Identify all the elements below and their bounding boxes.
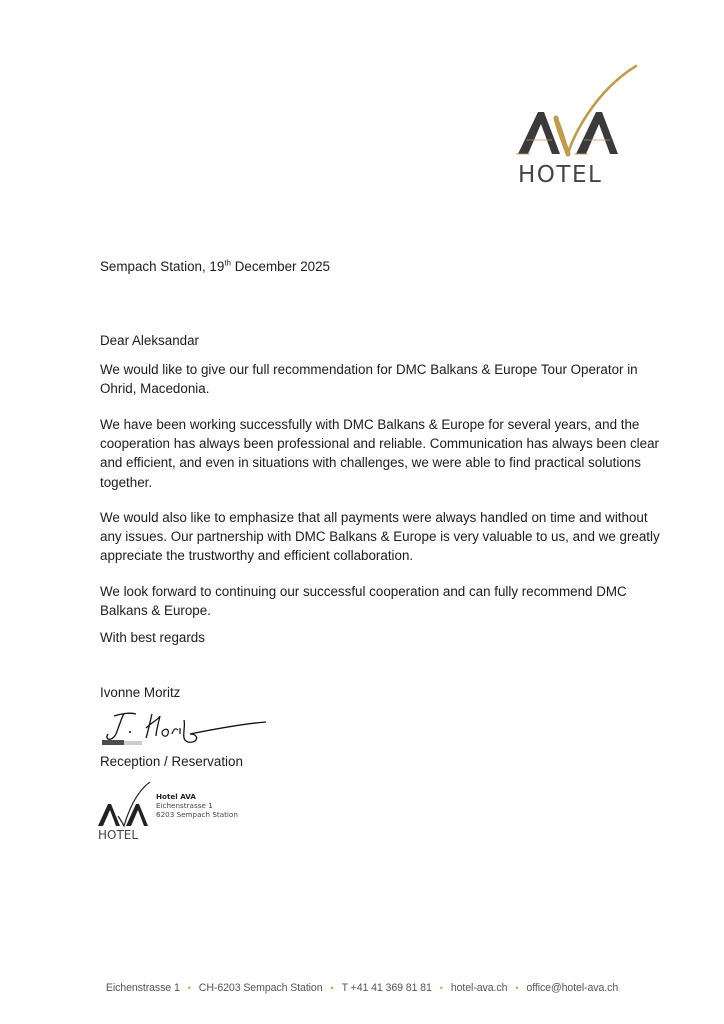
stamp-city: 6203 Sempach Station: [156, 810, 238, 819]
paragraph-3: We would also like to emphasize that all payments were always handled on time and without any issues. Our partnership with DMC Balkans & Europe is very valuable to us, and we greatly appreciate the trustworthy and efficient collaboration.: [100, 510, 660, 564]
footer-phone: T +41 41 369 81 81: [341, 982, 432, 994]
stamp-address: [156, 792, 238, 819]
logo-subtitle: HOTEL: [518, 162, 603, 186]
greeting: Dear Aleksandar: [100, 333, 199, 348]
signer-role: Reception / Reservation: [100, 754, 243, 769]
footer-website: hotel-ava.ch: [450, 982, 508, 994]
paragraph-4: We look forward to continuing our successful cooperation and can fully recommend DMC Balkans & Europe.: [100, 584, 627, 619]
handwritten-signature: [100, 706, 270, 752]
footer-email: office@hotel-ava.ch: [526, 982, 619, 994]
hotel-ava-logo: [516, 62, 642, 186]
stamp-logo-subtitle: HOTEL: [98, 828, 139, 842]
footer-separator: •: [187, 983, 191, 993]
place-and-date: Sempach Station, 19th December 2025: [100, 258, 330, 274]
stamp-street: Eichenstrasse 1: [156, 801, 213, 810]
footer-separator: •: [439, 983, 443, 993]
footer-city: CH-6203 Sempach Station: [198, 982, 323, 994]
paragraph-1: We would like to give our full recommendation for DMC Balkans & Europe Tour Operator in Ohrid, Macedonia.: [100, 362, 638, 397]
footer-separator: •: [515, 983, 519, 993]
stamp-hotel-name: Hotel AVA: [156, 792, 196, 801]
hotel-stamp: [96, 782, 256, 842]
closing: With best regards: [100, 630, 205, 645]
footer-separator: •: [330, 983, 334, 993]
paragraph-2: We have been working successfully with DMC Balkans & Europe for several years, and the cooperation has always been professional and reliable. Communication has always been clear and efficient, and even in situations with challenges, we were able to find practical solutions together.: [100, 417, 660, 490]
footer-street: Eichenstrasse 1: [105, 982, 180, 994]
signer-name: Ivonne Moritz: [100, 685, 181, 700]
footer-contact: [0, 982, 724, 994]
